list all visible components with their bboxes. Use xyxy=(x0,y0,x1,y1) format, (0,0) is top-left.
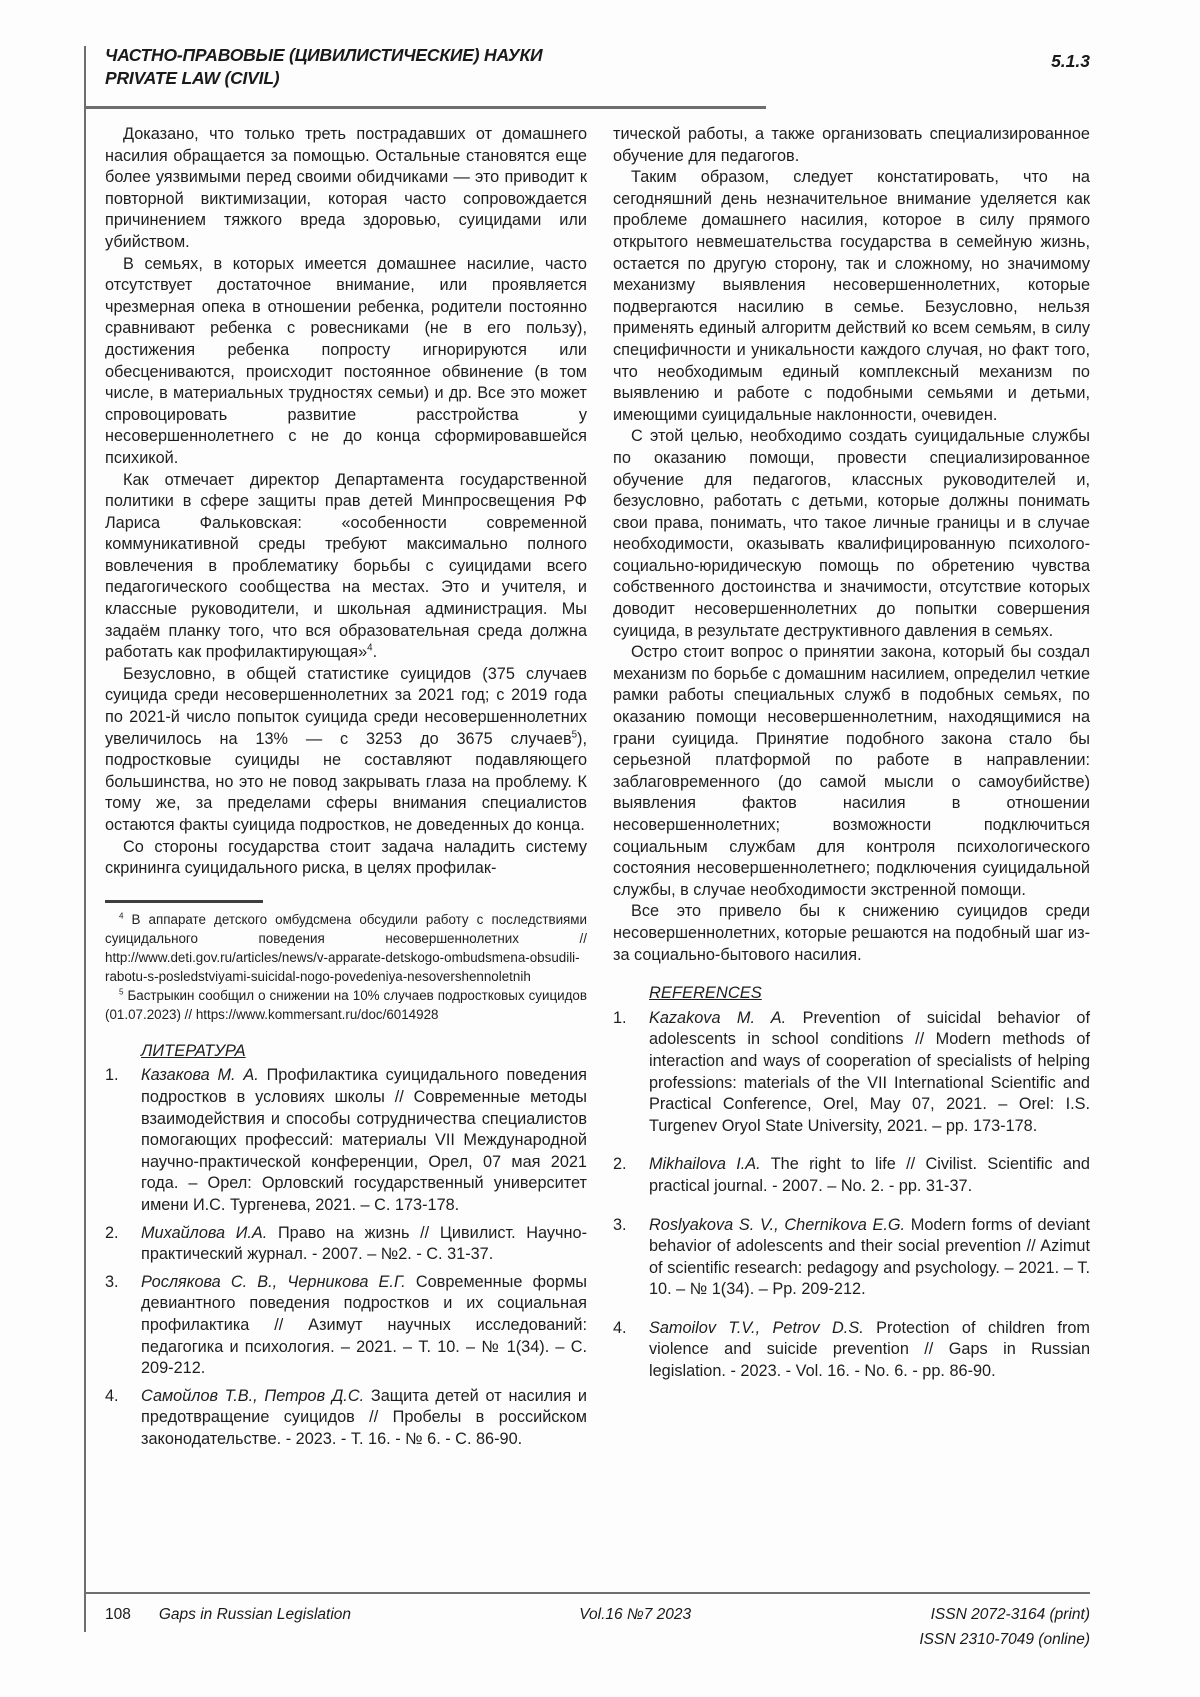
references-heading: REFERENCES xyxy=(649,984,762,1003)
item-number: 4. xyxy=(105,1386,119,1405)
paragraph: тической работы, а также организовать специализированное обучение для педагогов. xyxy=(613,125,1090,165)
literature-item xyxy=(105,1065,587,1216)
item-number: 4. xyxy=(613,1318,627,1337)
issn-block xyxy=(919,1602,1090,1652)
issue-info: Vol.16 №7 2023 xyxy=(579,1606,692,1623)
item-text: Kazakova M. A. Prevention of suicidal behavior of adolescents in school conditions // Modern methods of interaction and ways of cooperation of specialists of helping professions: materials of the VII International Scientific and Practical Conference, Orel, May 07, 2021. – Orel: I.S. Turgenev Oryol State University, 2021. – pp. 173-178. xyxy=(649,1008,1090,1135)
literature-heading: ЛИТЕРАТУРА xyxy=(141,1041,246,1060)
paragraph: Таким образом, следует констатировать, что на сегодняшний день незначительное внимание уделяется как проблеме домашнего насилия, которое в силу прямого открытого невмешательства государства в семейную жизнь, остается по другую сторону, так и сложному, но значимому механизму выявления несовершеннолетних, которые подвергаются насилию в семье. Безусловно, нельзя применять единый алгоритм действий ко всем семьям, в силу специфичности и уникальности каждого случая, но факт того, что необходимым единый комплексный механизм по выявлению и работе с подобными семьями и детьми, имеющими суицидальные наклонности, очевиден. xyxy=(613,168,1090,424)
item-text: Михайлова И.А. Право на жизнь // Цивилист. Научно-практический журнал. - 2007. – №2. - С. 31-37. xyxy=(141,1223,587,1264)
footnote-separator xyxy=(105,900,263,903)
item-text: Samoilov T.V., Petrov D.S. Protection of children from violence and suicide prevention // Gaps in Russian legislation. - 2023. - Vol. 16. - No. 6. - pp. 86-90. xyxy=(649,1318,1090,1381)
item-text: Roslyakova S. V., Chernikova E.G. Modern forms of deviant behavior of adolescents and their social prevention // Azimut of scientific research: pedagogy and psychology. – 2021. – T. 10. – № 1(34). – Pp. 209-212. xyxy=(649,1215,1090,1299)
item-number: 2. xyxy=(613,1155,627,1174)
right-column xyxy=(613,124,1090,1400)
page-header xyxy=(105,44,1090,90)
item-text: Mikhailova I.A. The right to life // Civilist. Scientific and practical journal. - 2007. – No. 2. - pp. 31-37. xyxy=(649,1155,1090,1195)
header-title-ru: ЧАСТНО-ПРАВОВЫЕ (ЦИВИЛИСТИЧЕСКИЕ) НАУКИ xyxy=(105,45,543,65)
item-number: 1. xyxy=(613,1008,627,1027)
section-code: 5.1.3 xyxy=(1051,51,1090,71)
footer-left xyxy=(105,1602,351,1627)
paragraph: Безусловно, в общей статистике суицидов (375 случаев суицида среди несовершеннолетних за 2021 год; с 2019 года по 2021-й число попыток суицида среди несовершеннолетних увеличилось на 13% — с 3253 до 3675 случаев$^5$), подростковые суициды не составляют подавляющего большинства, но это не повод закрывать глаза на проблему. К тому же, за пределами сферы внимания специалистов остаются факты суицида подростков, не доведенных до конца. xyxy=(105,664,587,834)
page-footer xyxy=(105,1602,1090,1652)
footer-rule xyxy=(84,1592,1090,1594)
reference-item xyxy=(613,1318,1090,1383)
footnote-4: $^4$ В аппарате детского омбудсмена обсудили работу с последствиями суицидального поведения несовершеннолетних // http://www.deti.gov.ru/articles/news/v-apparate-detskogo-ombudsmena-obsudili-rabotu-s-posledstviyami-suicidal-nogo-povedeniya-nesovershennoletnih xyxy=(105,911,587,984)
journal-title: Gaps in Russian Legislation xyxy=(158,1606,352,1623)
paragraph: Все это привело бы к снижению суицидов среди несовершеннолетних, которые решаются на подобный шаг из-за социально-бытового насилия. xyxy=(613,902,1090,964)
reference-item xyxy=(613,1008,1090,1138)
paragraph: В семьях, в которых имеется домашнее насилие, часто отсутствует достаточное внимание, или проявляется чрезмерная опека в отношении ребенка, родители постоянно сравнивают ребенка с ровесниками (не в его пользу), достижения ребенка попросту игнорируются или обесцениваются, происходит постоянное обвинение (в том числе, в материальных трудностях семьи) и др. Все это может спровоцировать развитие расстройства у несовершеннолетнего с не до конца сформировавшейся психикой. xyxy=(105,254,587,467)
left-column xyxy=(105,124,587,1456)
literature-item xyxy=(105,1386,587,1451)
item-text: Казакова М. А. Профилактика суицидального поведения подростков в условиях школы // Современные методы взаимодействия и способы сотрудничества специалистов помогающих профессий: материалы VII Международной научно-практической конференции, Орел, 07 мая 2021 года. – Орел: Орловский государственный университет имени И.С. Тургенева, 2021. – С. 173-178. xyxy=(141,1066,587,1214)
item-text: Рослякова С. В., Черникова Е.Г. Современные формы девиантного поведения подростков и их социальная профилактика // Азимут научных исследований: педагогика и психология. – 2021. – Т. 10. – № 1(34). – С. 209-212. xyxy=(141,1272,587,1378)
item-number: 3. xyxy=(613,1215,627,1234)
paragraph: Доказано, что только треть пострадавших от домашнего насилия обращается за помощью. Остальные становятся еще более уязвимыми перед своими обидчиками — это приводит к повторной виктимизации, которая часто сопровождается причинением тяжкого вреда здоровью, суицидами или убийством. xyxy=(105,125,587,251)
item-number: 3. xyxy=(105,1272,119,1291)
paragraph: Остро стоит вопрос о принятии закона, который бы создал механизм по борьбе с домашним насилием, определил четкие рамки работы специальных служб в подобных семьях, по оказанию помощи несовершеннолетним, находящимися на грани суицида. Принятие подобного закона стало бы серьезной платформой по работе в направлении: заблаговременного (до самой мысли о самоубийстве) выявления фактов насилия в отношении несовершеннолетних; возможности подключиться социальным службам для контроля психологического состояния несовершеннолетнего; подключения суицидальной службы, в случае необходимости экстренной помощи. xyxy=(613,643,1090,899)
reference-item xyxy=(613,1154,1090,1197)
literature-item xyxy=(105,1223,587,1266)
paragraph: Со стороны государства стоит задача наладить систему скрининга суицидального риска, в целях профилак- xyxy=(105,837,587,878)
item-number: 1. xyxy=(105,1066,119,1085)
reference-item xyxy=(613,1215,1090,1301)
header-rule xyxy=(84,106,766,109)
issn-online: ISSN 2310-7049 (online) xyxy=(919,1631,1090,1648)
item-text: Самойлов Т.В., Петров Д.С. Защита детей от насилия и предотвращение суицидов // Пробелы в российском законодательстве. - 2023. - Т. 16. - № 6. - С. 86-90. xyxy=(141,1386,587,1448)
header-title xyxy=(105,44,542,90)
footnote-5: $^5$ Бастрыкин сообщил о снижении на 10% случаев подростковых суицидов (01.07.2023) // https://www.kommersant.ru/doc/6014928 xyxy=(105,987,587,1022)
paragraph: С этой целью, необходимо создать суицидальные службы по оказанию помощи, провести специализированное обучение для педагогов, классных руководителей и, безусловно, работать с детьми, которые должны понимать свои права, понимать, что такое личные границы и в случае необходимости, оказывать квалифицированную психолого-социально-юридическую помощь по обретению чувства собственного достоинства и значимости, отсутствие которых доводит несовершеннолетних до попытки совершения суицида, в результате деструктивного давления в семьях. xyxy=(613,427,1090,640)
header-title-en: PRIVATE LAW (CIVIL) xyxy=(105,68,280,88)
item-number: 2. xyxy=(105,1223,119,1242)
literature-item xyxy=(105,1272,587,1380)
page-number: 108 xyxy=(105,1606,131,1623)
paragraph: Как отмечает директор Департамента государственной политики в сфере защиты прав детей Минпросвещения РФ Лариса Фальковская: «особенности современной коммуникативной среды требуют максимально полного вовлечения в проблематику борьбы с суицидами всего педагогического сообщества на местах. Это и учителя, и классные руководители, и школьная администрация. Мы задаём планку того, что вся образовательная среда должна работать как профилактирующая»$^4$. xyxy=(105,470,587,662)
issn-print: ISSN 2072-3164 (print) xyxy=(930,1606,1090,1623)
left-margin-rule xyxy=(84,46,86,1632)
